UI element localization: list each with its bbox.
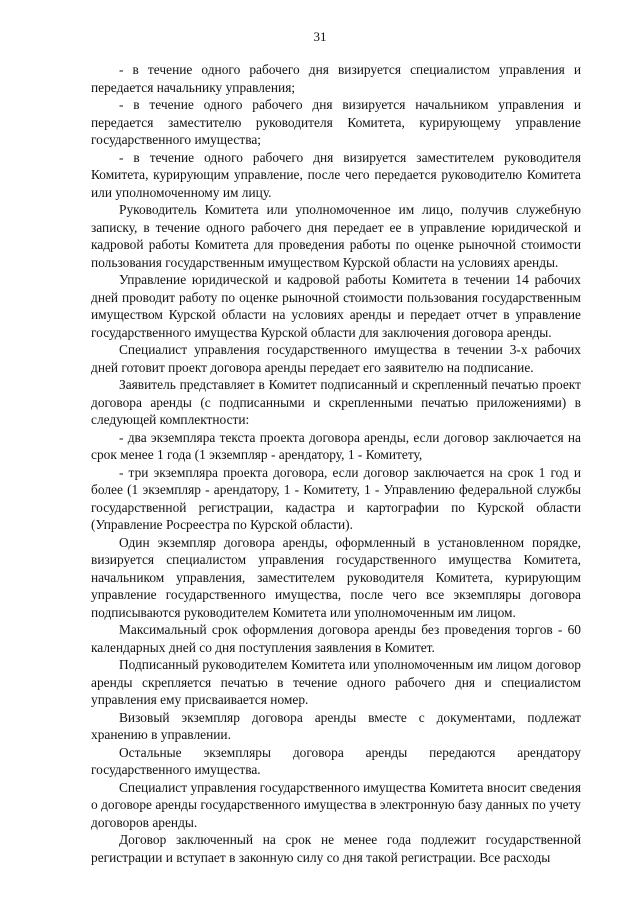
paragraph: Специалист управления государственного имущества в течении 3-х рабочих дней готовит проект договора аренды передает его заявителю на подписание. bbox=[91, 342, 581, 375]
paragraph: Один экземпляр договора аренды, оформленный в установленном порядке, визируется специалистом управления государственного имущества Комитета, начальником управления, заместителем руководителя Комитета, курирующим управление государственного имущества, после чего все экземпляры договора подписываются руководителем Комитета или уполномоченным им лицом. bbox=[91, 534, 581, 620]
paragraph: - три экземпляра проекта договора, если договор заключается на срок 1 год и более (1 экземпляр - арендатору, 1 - Комитету, 1 - Управлению федеральной службы государственной регистрации, кадастра и картографии по Курской области (Управление Росреестра по Курской области). bbox=[91, 464, 581, 532]
paragraph: Остальные экземпляры договора аренды передаются арендатору государственного имущества. bbox=[91, 744, 581, 777]
paragraph: Руководитель Комитета или уполномоченное им лицо, получив служебную записку, в течение одного рабочего дня передает ее в управление юридической и кадровой работы Комитета для проведения работы по оценке рыночной стоимости пользования государственным имуществом Курской области на условиях аренды. bbox=[91, 202, 581, 270]
paragraph: - в течение одного рабочего дня визируется начальником управления и передается заместителю руководителя Комитета, курирующему управление государственного имущества; bbox=[91, 97, 581, 147]
paragraph: Максимальный срок оформления договора аренды без проведения торгов - 60 календарных дней со дня поступления заявления в Комитет. bbox=[91, 622, 581, 655]
document-body bbox=[91, 61, 581, 866]
paragraph: Подписанный руководителем Комитета или уполномоченным им лицом договор аренды скрепляется печатью в течение одного рабочего дня и специалистом управления ему присваивается номер. bbox=[91, 657, 581, 707]
paragraph: Визовый экземпляр договора аренды вместе с документами, подлежат хранению в управлении. bbox=[91, 709, 581, 742]
page-number: 31 bbox=[313, 29, 327, 44]
paragraph: Специалист управления государственного имущества Комитета вносит сведения о договоре аренды государственного имущества в электронную базу данных по учету договоров аренды. bbox=[91, 779, 581, 830]
paragraph: - два экземпляра текста проекта договора аренды, если договор заключается на срок менее 1 года (1 экземпляр - арендатору, 1 - Комитету, bbox=[91, 429, 581, 462]
paragraph: Договор заключенный на срок не менее года подлежит государственной регистрации и вступает в законную силу со дня такой регистрации. Все расходы bbox=[91, 832, 581, 865]
paragraph: - в течение одного рабочего дня визируется заместителем руководителя Комитета, курирующим управление, после чего передается руководителю Комитета или уполномоченному им лицу. bbox=[91, 149, 581, 200]
paragraph: - в течение одного рабочего дня визируется специалистом управления и передается начальнику управления; bbox=[91, 62, 581, 95]
paragraph: Заявитель представляет в Комитет подписанный и скрепленный печатью проект договора аренды (с подписанными и скрепленными печатью приложениями) в следующей комплектности: bbox=[91, 377, 581, 427]
paragraph: Управление юридической и кадровой работы Комитета в течении 14 рабочих дней проводит работу по оценке рыночной стоимости пользования государственным имуществом Курской области на условиях аренды и передает отчет в управление государственного имущества Курской области для заключения договора аренды. bbox=[91, 272, 581, 340]
